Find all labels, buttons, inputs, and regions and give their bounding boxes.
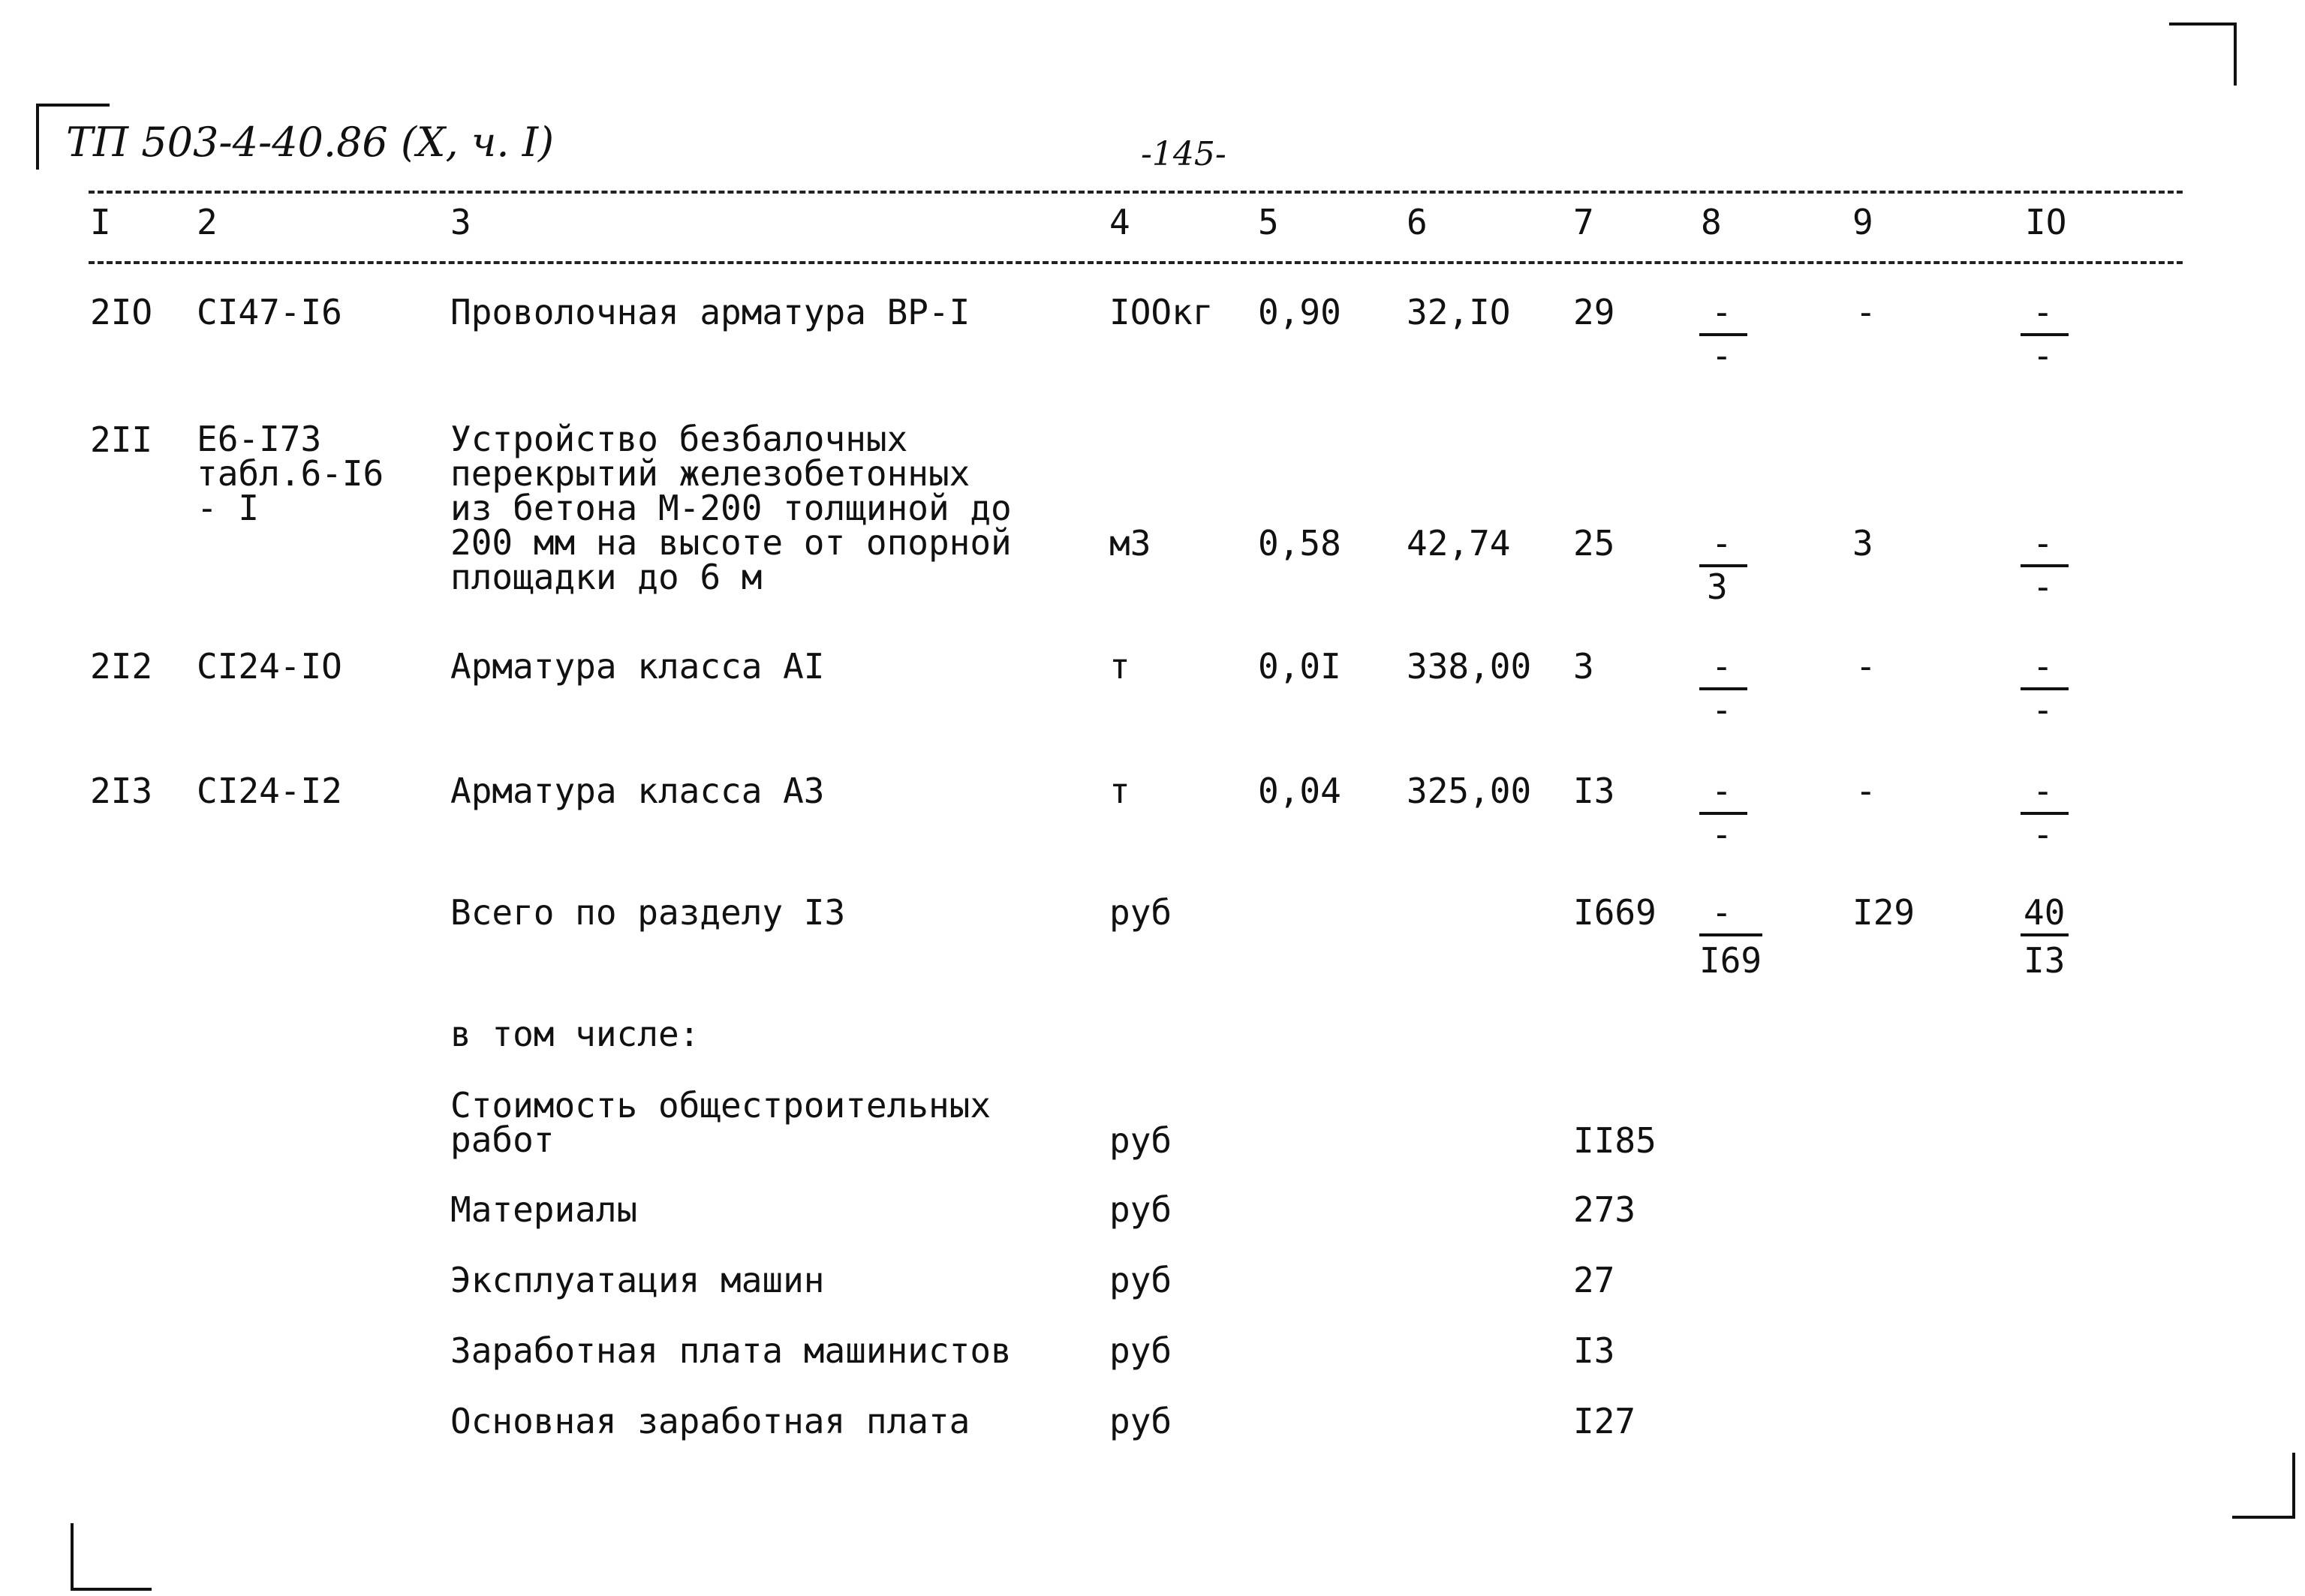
row-col7: 3: [1573, 646, 1594, 687]
header-divider-top: [89, 191, 2183, 194]
fraction-top: -: [1711, 646, 1732, 687]
fraction-bar: [2021, 933, 2069, 936]
row-col6: 338,00: [1407, 646, 1532, 687]
column-header-8: 8: [1701, 202, 1722, 242]
fraction-bottom: -: [2033, 814, 2054, 855]
fraction-top: -: [2033, 292, 2054, 332]
row-number: 2I2: [90, 646, 153, 687]
fraction-top: -: [2033, 523, 2054, 564]
fraction-top: -: [2033, 771, 2054, 811]
row-unit: т: [1109, 771, 1130, 811]
breakdown-unit: руб: [1109, 1260, 1172, 1300]
column-header-2: 2: [197, 202, 218, 242]
row-name: Устройство безбалочных перекрытий железобетонных из бетона М-200 толщиной до 200 мм на высоте от опорной площадки до 6 м: [450, 419, 1012, 597]
breakdown-value: I27: [1573, 1401, 1636, 1441]
corner-mark-bottom-left: [71, 1523, 152, 1591]
column-header-10: IO: [2025, 202, 2067, 242]
column-header-3: 3: [450, 202, 471, 242]
row-col6: 32,IO: [1407, 292, 1511, 332]
corner-mark-top-right: [2169, 23, 2237, 86]
column-header-5: 5: [1258, 202, 1279, 242]
breakdown-unit: руб: [1109, 1120, 1172, 1161]
row-code: CI47-I6: [197, 292, 342, 332]
row-col10-fraction: [2021, 773, 2073, 855]
row-col9: -: [1855, 646, 1876, 687]
breakdown-unit: руб: [1109, 1330, 1172, 1371]
breakdown-label: Стоимость общестроительных работ: [450, 1085, 992, 1160]
breakdown-label: Эксплуатация машин: [450, 1260, 825, 1300]
fraction-top: 40: [2024, 892, 2066, 933]
row-col9: -: [1855, 771, 1876, 811]
fraction-bottom: -: [1711, 814, 1732, 855]
column-header-1: I: [90, 202, 111, 242]
breakdown-unit: руб: [1109, 1401, 1172, 1441]
row-code: CI24-I2: [197, 771, 342, 811]
fraction-bottom: I69: [1699, 940, 1762, 981]
breakdown-value: 27: [1573, 1260, 1615, 1300]
total-col10-fraction: [2021, 894, 2073, 984]
fraction-top: -: [1711, 771, 1732, 811]
row-col6: 42,74: [1407, 523, 1511, 564]
row-col6: 325,00: [1407, 771, 1532, 811]
total-col7: I669: [1573, 892, 1657, 933]
fraction-bottom: -: [1711, 690, 1732, 730]
column-header-4: 4: [1109, 202, 1130, 242]
row-col7: 29: [1573, 292, 1615, 332]
row-col7: 25: [1573, 523, 1615, 564]
header-divider-bottom: [89, 261, 2183, 264]
row-code: Е6-I73 табл.6-I6 - I: [197, 419, 384, 528]
fraction-bottom: -: [2033, 690, 2054, 730]
breakdown-label: Заработная плата машинистов: [450, 1330, 1012, 1371]
total-unit: руб: [1109, 892, 1172, 933]
page-number: -145-: [1141, 135, 1226, 173]
row-col5: 0,0I: [1258, 646, 1341, 687]
breakdown-unit: руб: [1109, 1189, 1172, 1230]
row-unit: IOOкг: [1109, 292, 1214, 332]
row-col8-fraction: [1699, 525, 1752, 608]
row-col5: 0,90: [1258, 292, 1341, 332]
column-header-7: 7: [1573, 202, 1594, 242]
fraction-top: -: [1711, 892, 1732, 933]
row-col10-fraction: [2021, 294, 2073, 377]
fraction-bottom: I3: [2024, 940, 2066, 981]
row-number: 2I3: [90, 771, 153, 811]
fraction-top: -: [1711, 523, 1732, 564]
row-name: Арматура класса А3: [450, 771, 825, 811]
fraction-bottom: -: [1711, 335, 1732, 376]
fraction-bottom: -: [2033, 335, 2054, 376]
fraction-top: -: [1711, 292, 1732, 332]
row-col8-fraction: [1699, 648, 1752, 731]
breakdown-value: I3: [1573, 1330, 1615, 1371]
corner-mark-bottom-right: [2232, 1453, 2295, 1519]
row-col8-fraction: [1699, 773, 1752, 855]
row-name: Проволочная арматура ВР-I: [450, 292, 970, 332]
row-col9: -: [1855, 292, 1876, 332]
row-col5: 0,58: [1258, 523, 1341, 564]
fraction-bottom: -: [2033, 567, 2054, 607]
total-label: Всего по разделу I3: [450, 892, 846, 933]
column-header-9: 9: [1852, 202, 1873, 242]
including-label: в том числе:: [450, 1014, 700, 1054]
row-number: 2IO: [90, 292, 153, 332]
row-col7: I3: [1573, 771, 1615, 811]
breakdown-value: 273: [1573, 1189, 1636, 1230]
row-col5: 0,04: [1258, 771, 1341, 811]
row-name: Арматура класса AI: [450, 646, 825, 687]
row-unit: м3: [1109, 523, 1151, 564]
total-col8-fraction: [1699, 894, 1774, 984]
row-unit: т: [1109, 646, 1130, 687]
row-number: 2II: [90, 419, 153, 460]
total-col9: I29: [1852, 892, 1915, 933]
breakdown-value: II85: [1573, 1120, 1657, 1161]
row-col9: 3: [1852, 523, 1873, 564]
row-code: CI24-IO: [197, 646, 342, 687]
document-code: ТП 503-4-40.86 (X, ч. I): [66, 119, 555, 166]
row-col8-fraction: [1699, 294, 1752, 377]
fraction-top: -: [2033, 646, 2054, 687]
column-header-6: 6: [1407, 202, 1428, 242]
breakdown-label: Материалы: [450, 1189, 638, 1230]
breakdown-label: Основная заработная плата: [450, 1401, 970, 1441]
fraction-bottom: 3: [1707, 567, 1728, 607]
fraction-bar: [1699, 933, 1762, 936]
row-col10-fraction: [2021, 525, 2073, 608]
row-col10-fraction: [2021, 648, 2073, 731]
